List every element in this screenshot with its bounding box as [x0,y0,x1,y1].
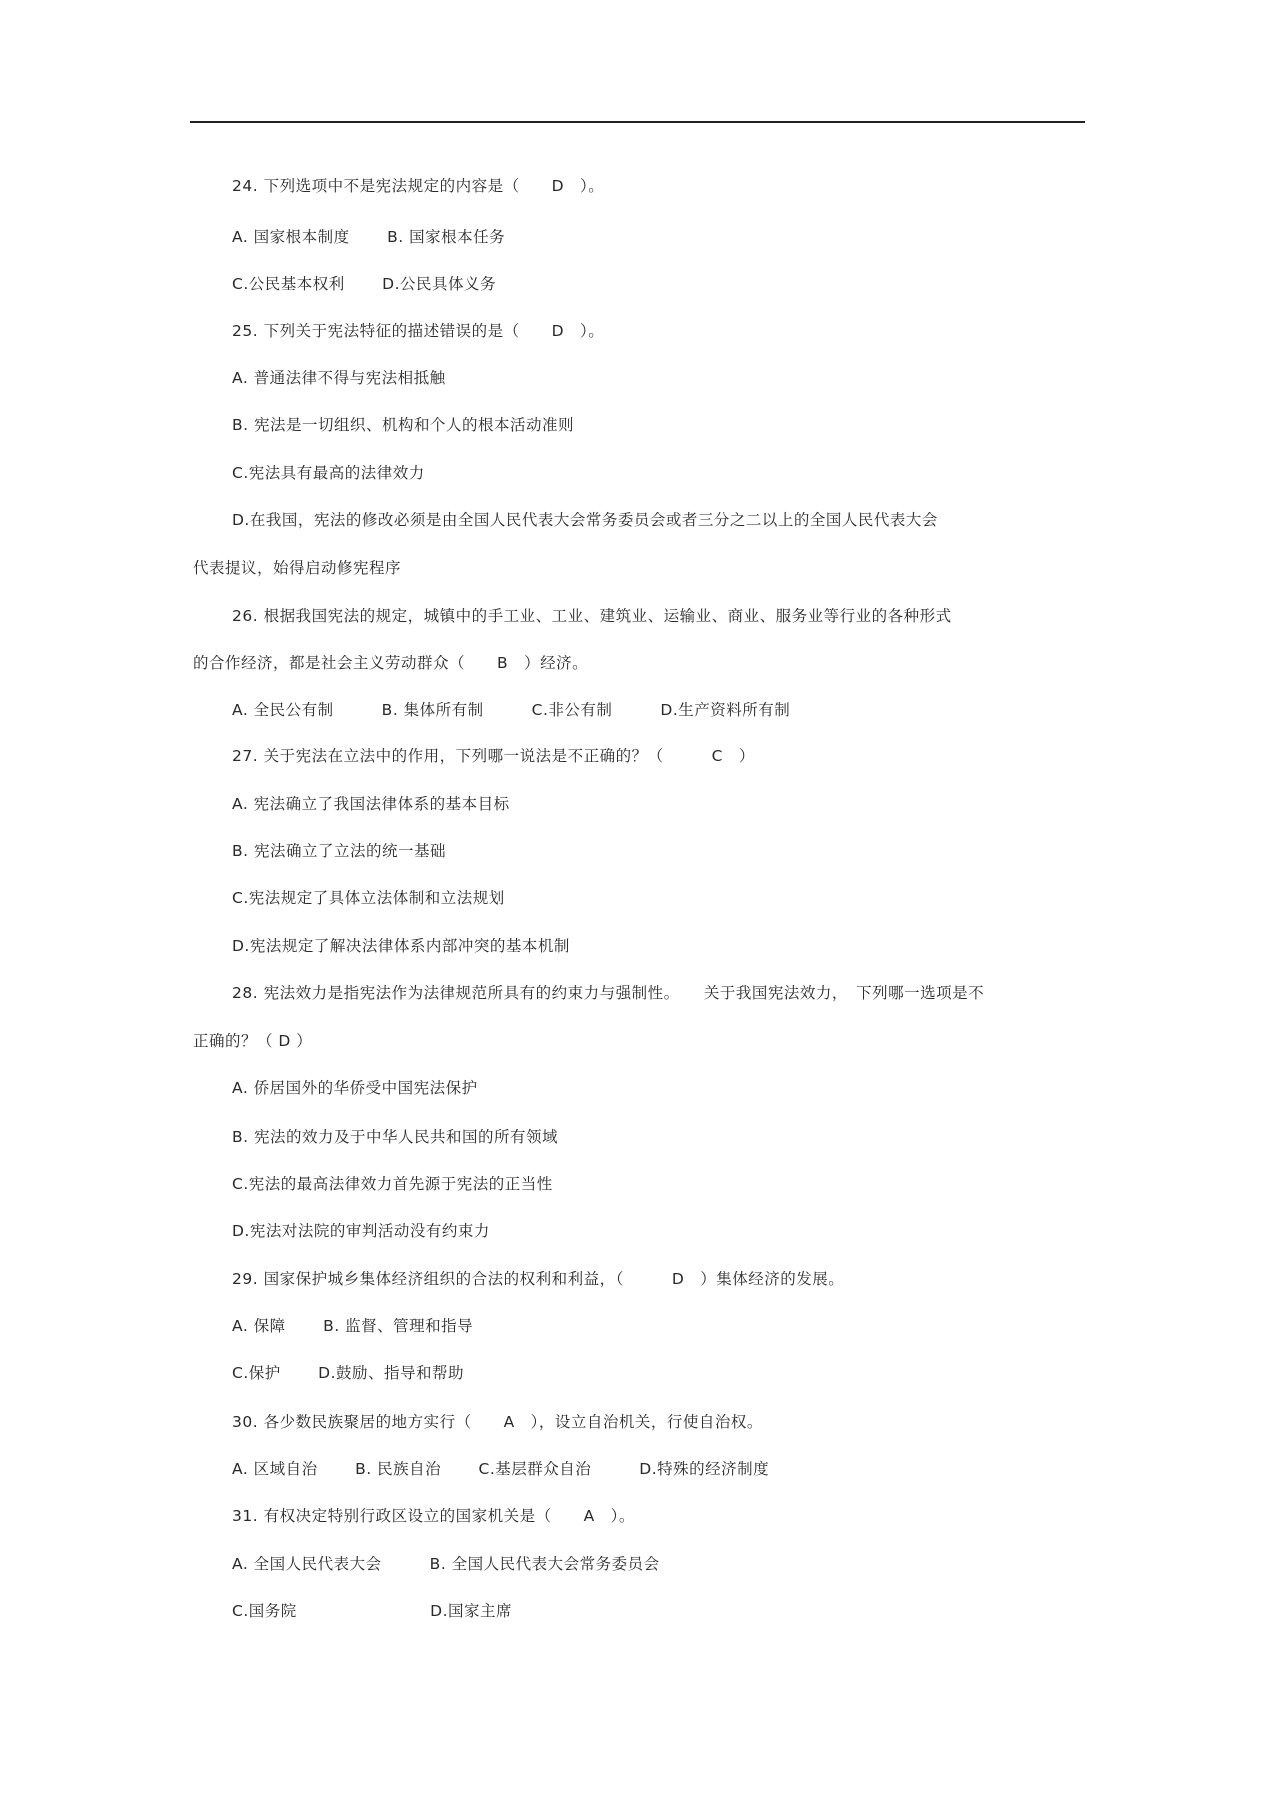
question-25-option-a: A. 普通法律不得与宪法相抵触 [232,369,446,387]
question-27-option-c: C.宪法规定了具体立法体制和立法规划 [232,889,505,907]
question-25-option-c: C.宪法具有最高的法律效力 [232,464,425,482]
question-25-option-d-continued: 代表提议，始得启动修宪程序 [193,559,402,577]
question-30-options: A. 区域自治 B. 民族自治 C.基层群众自治 D.特殊的经济制度 [232,1460,770,1478]
question-29-options-cd: C.保护 D.鼓励、指导和帮助 [232,1364,465,1382]
question-29-options-ab: A. 保障 B. 监督、管理和指导 [232,1317,474,1335]
question-24-options-cd: C.公民基本权利 D.公民具体义务 [232,275,497,293]
question-28-option-b: B. 宪法的效力及于中华人民共和国的所有领域 [232,1128,558,1146]
question-24-stem: 24. 下列选项中不是宪法规定的内容是（ D ）。 [232,177,605,195]
question-28-option-d: D.宪法对法院的审判活动没有约束力 [232,1222,490,1240]
question-24-options-ab: A. 国家根本制度 B. 国家根本任务 [232,228,506,246]
question-28-stem: 28. 宪法效力是指宪法作为法律规范所具有的约束力与强制性。 关于我国宪法效力， 下列哪一选项是不 [232,984,985,1002]
question-27-stem: 27. 关于宪法在立法中的作用，下列哪一说法是不正确的？（ C ） [232,747,755,765]
question-25-option-b: B. 宪法是一切组织、机构和个人的根本活动准则 [232,416,574,434]
question-28-option-a: A. 侨居国外的华侨受中国宪法保护 [232,1079,478,1097]
question-25-option-d: D.在我国，宪法的修改必须是由全国人民代表大会常务委员会或者三分之二以上的全国人民代表大会 [232,511,938,529]
question-31-stem: 31. 有权决定特别行政区设立的国家机关是（ A ）。 [232,1507,635,1525]
header-rule [190,121,1085,123]
question-31-options-cd: C.国务院 D.国家主席 [232,1602,513,1620]
question-26-options: A. 全民公有制 B. 集体所有制 C.非公有制 D.生产资料所有制 [232,701,791,719]
question-27-option-a: A. 宪法确立了我国法律体系的基本目标 [232,795,510,813]
question-30-stem: 30. 各少数民族聚居的地方实行（ A ），设立自治机关，行使自治权。 [232,1413,763,1431]
question-28-option-c: C.宪法的最高法律效力首先源于宪法的正当性 [232,1175,553,1193]
question-28-stem-continued: 正确的？（ D ） [193,1032,313,1050]
question-29-stem: 29. 国家保护城乡集体经济组织的合法的权利和利益，（ D ）集体经济的发展。 [232,1270,845,1288]
question-26-stem: 26. 根据我国宪法的规定，城镇中的手工业、工业、建筑业、运输业、商业、服务业等行业的各种形式 [232,607,952,625]
question-27-option-b: B. 宪法确立了立法的统一基础 [232,842,446,860]
question-25-stem: 25. 下列关于宪法特征的描述错误的是（ D ）。 [232,322,605,340]
question-26-stem-continued: 的合作经济，都是社会主义劳动群众（ B ）经济。 [193,654,589,672]
question-31-options-ab: A. 全国人民代表大会 B. 全国人民代表大会常务委员会 [232,1555,660,1573]
question-27-option-d: D.宪法规定了解决法律体系内部冲突的基本机制 [232,937,570,955]
